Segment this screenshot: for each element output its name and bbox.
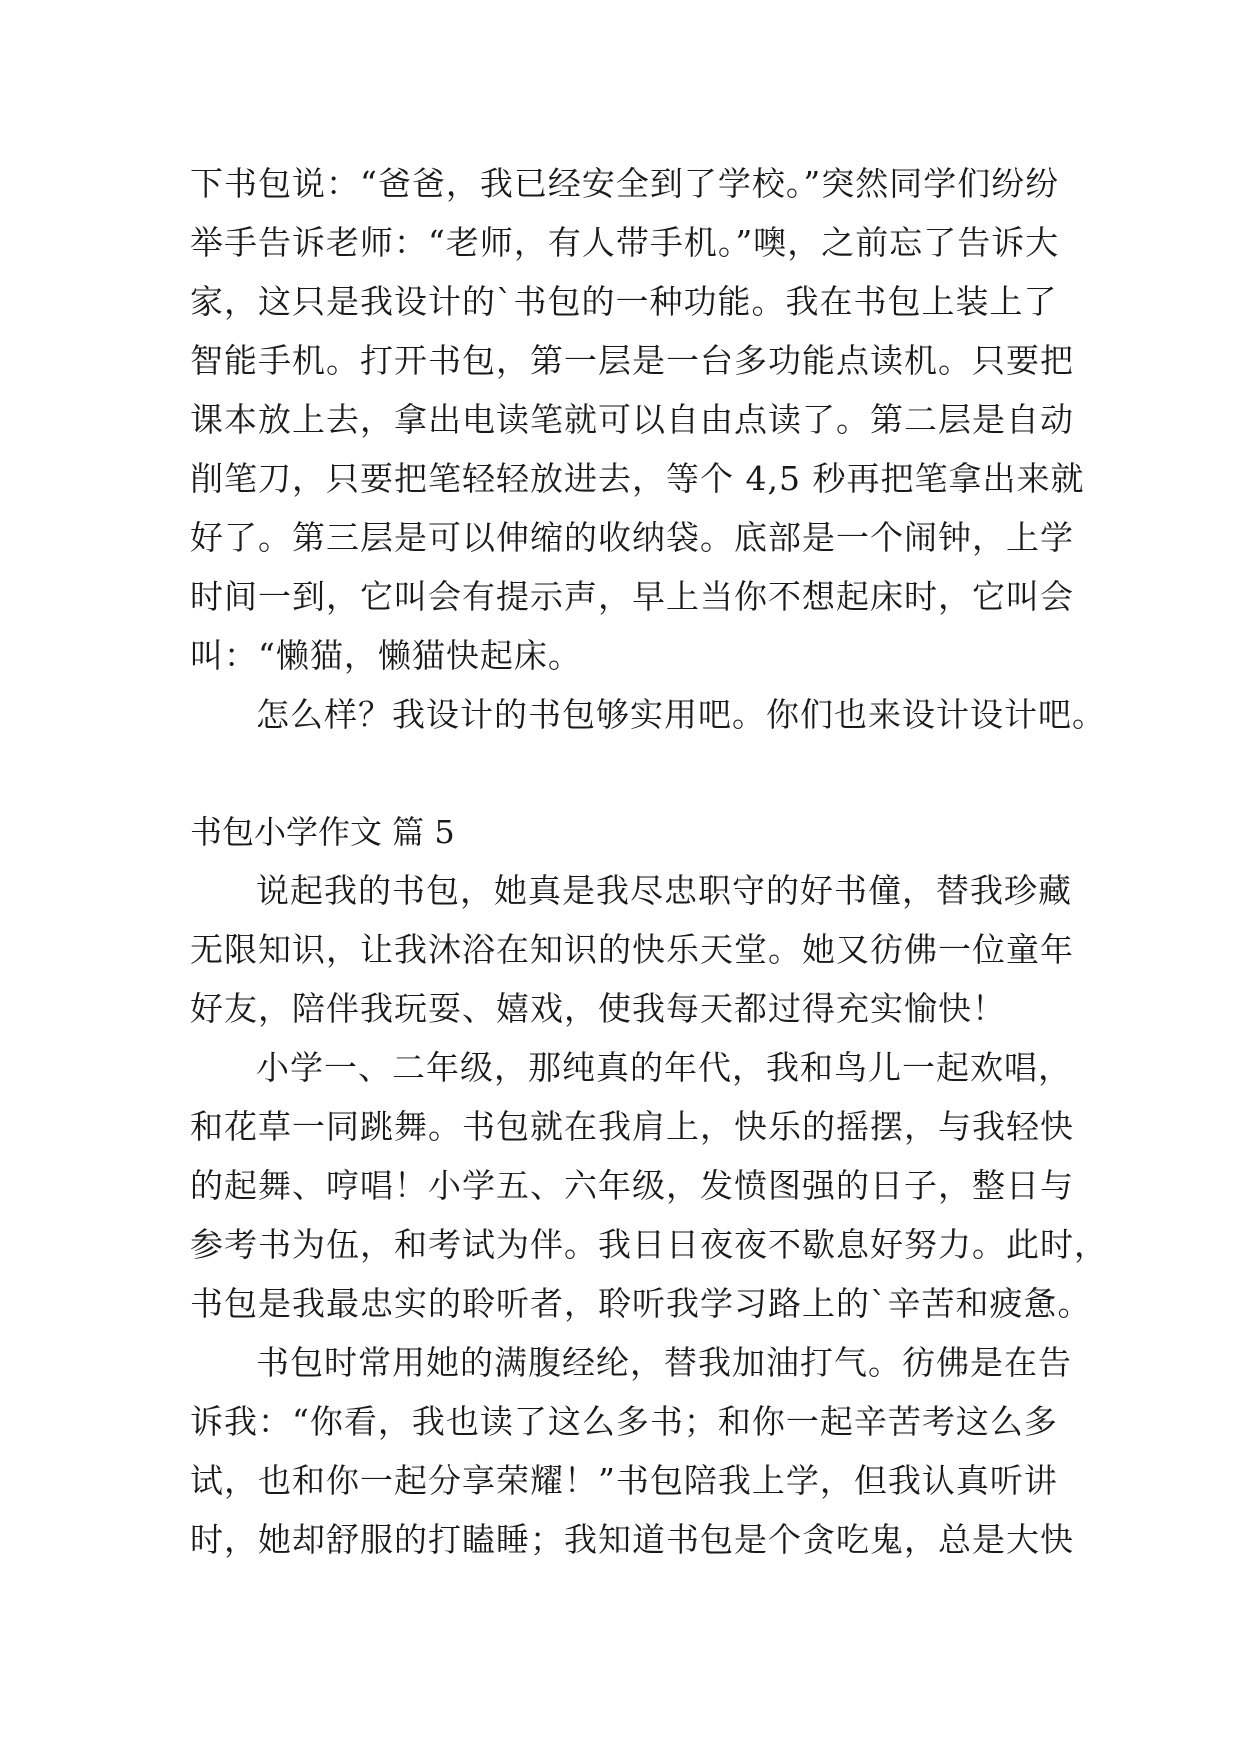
paragraph-line: 举手告诉老师：“老师，有人带手机。”噢，之前忘了告诉大 <box>190 223 1060 262</box>
paragraph-line: 试，也和你一起分享荣耀！”书包陪我上学，但我认真听讲 <box>190 1461 1058 1500</box>
paragraph-line: 小学一、二年级，那纯真的年代，我和鸟儿一起欢唱， <box>256 1048 1072 1087</box>
paragraph-line: 削笔刀，只要把笔轻轻放进去，等个 4,5 秒再把笔拿出来就 <box>190 459 1085 498</box>
closing-line: 怎么样？我设计的书包够实用吧。你们也来设计设计吧。 <box>256 695 1106 734</box>
paragraph-line: 时，她却舒服的打瞌睡；我知道书包是个贪吃鬼，总是大快 <box>190 1520 1074 1559</box>
paragraph-line: 无限知识，让我沐浴在知识的快乐天堂。她又彷佛一位童年 <box>190 930 1074 969</box>
paragraph-line: 下书包说：“爸爸，我已经安全到了学校。”突然同学们纷纷 <box>190 164 1060 203</box>
paragraph-line: 书包是我最忠实的聆听者，聆听我学习路上的`辛苦和疲惫。 <box>190 1284 1092 1323</box>
paragraph-line: 的起舞、哼唱！小学五、六年级，发愤图强的日子，整日与 <box>190 1166 1074 1205</box>
paragraph-line: 诉我：“你看，我也读了这么多书；和你一起辛苦考这么多 <box>190 1402 1058 1441</box>
section-heading: 书包小学作文 篇 5 <box>190 813 455 851</box>
paragraph-line: 好了。第三层是可以伸缩的收纳袋。底部是一个闹钟，上学 <box>190 518 1074 557</box>
paragraph-line: 参考书为伍，和考试为伴。我日日夜夜不歇息好努力。此时， <box>190 1225 1108 1264</box>
paragraph-line: 智能手机。打开书包，第一层是一台多功能点读机。只要把 <box>190 341 1074 380</box>
paragraph-line: 和花草一同跳舞。书包就在我肩上，快乐的摇摆，与我轻快 <box>190 1107 1074 1146</box>
paragraph-line: 书包时常用她的满腹经纶，替我加油打气。彷佛是在告 <box>256 1343 1072 1382</box>
paragraph-line: 课本放上去，拿出电读笔就可以自由点读了。第二层是自动 <box>190 400 1074 439</box>
paragraph-line: 好友，陪伴我玩耍、嬉戏，使我每天都过得充实愉快！ <box>190 989 1006 1028</box>
paragraph-line: 叫：“懒猫，懒猫快起床。 <box>190 636 582 675</box>
paragraph-line: 家，这只是我设计的`书包的一种功能。我在书包上装上了 <box>190 282 1058 321</box>
paragraph-line: 说起我的书包，她真是我尽忠职守的好书僮，替我珍藏 <box>256 871 1072 910</box>
paragraph-line: 时间一到，它叫会有提示声，早上当你不想起床时，它叫会 <box>190 577 1074 616</box>
